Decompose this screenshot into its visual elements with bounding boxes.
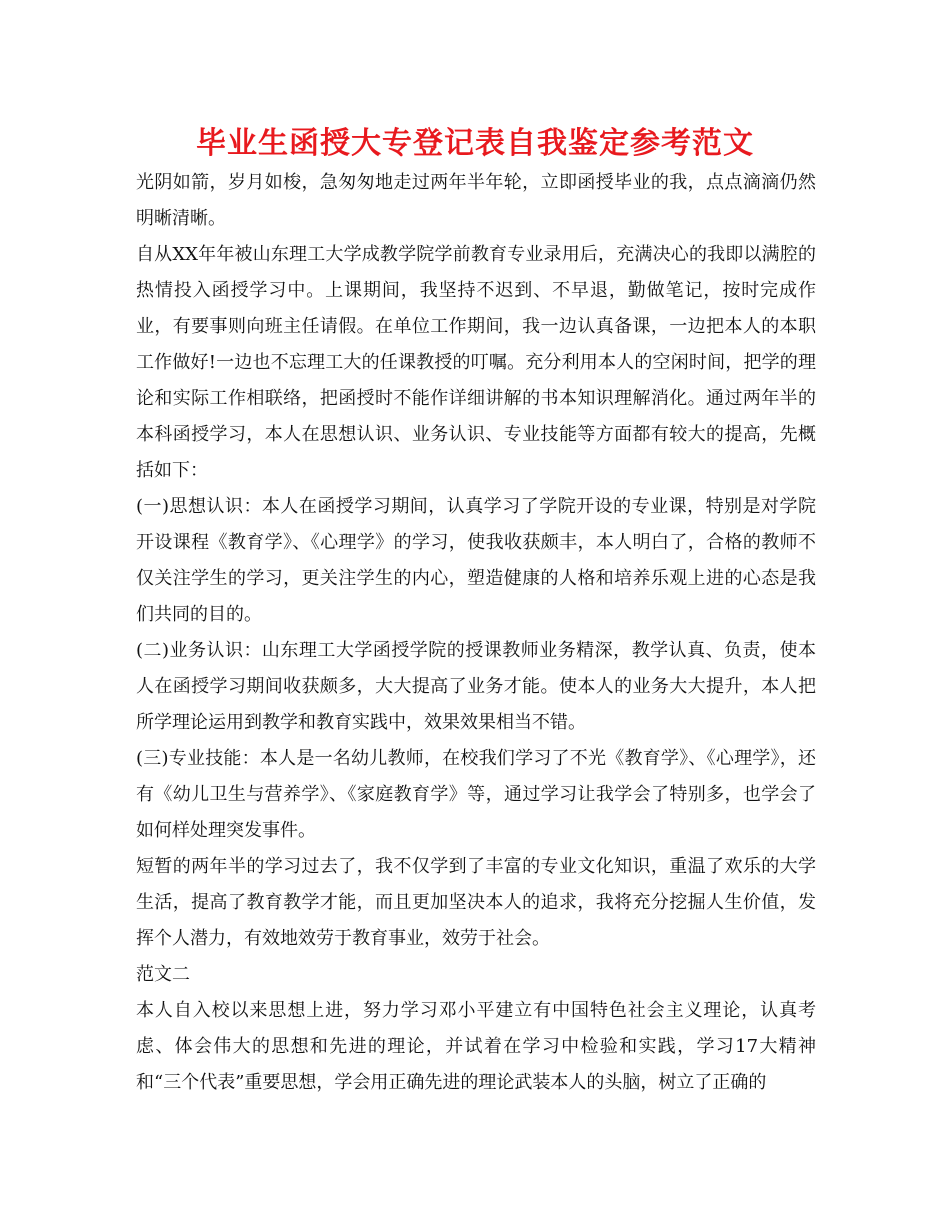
paragraph-professional: (二)业务认识：山东理工大学函授学院的授课教师业务精深，教学认真、负责，使本人在函授学习期间收获颇多，大大提高了业务才能。使本人的业务大大提升，本人把所学理论运用到教学和教育实践中，效果效果相当不错。 — [136, 640, 816, 733]
paragraph-ideological: (一)思想认识：本人在函授学习期间，认真学习了学院开设的专业课，特别是对学院开设课程《教育学》、《心理学》的学习，使我收获颇丰，本人明白了，合格的教师不仅关注学生的学习，更关注学生的内心，塑造健康的人格和培养乐观上进的心态是我们共同的目的。 — [136, 496, 816, 625]
section-heading-sample-two: 范文二 — [136, 964, 190, 985]
document-body — [136, 165, 816, 1101]
paragraph-conclusion: 短暂的两年半的学习过去了，我不仅学到了丰富的专业文化知识，重温了欢乐的大学生活，提高了教育教学才能，而且更加坚决本人的追求，我将充分挖掘人生价值，发挥个人潜力，有效地效劳于教育事业，效劳于社会。 — [136, 856, 816, 949]
paragraph-skills: (三)专业技能：本人是一名幼儿教师，在校我们学习了不光《教育学》、《心理学》，还有《幼儿卫生与营养学》、《家庭教育学》等，通过学习让我学会了特别多，也学会了如何样处理突发事件。 — [136, 748, 816, 841]
document-title: 毕业生函授大专登记表自我鉴定参考范文 — [196, 126, 754, 161]
paragraph-study-overview: 自从XX年年被山东理工大学成教学院学前教育专业录用后，充满决心的我即以满腔的热情投入函授学习中。上课期间，我坚持不迟到、不早退，勤做笔记，按时完成作业，有要事则向班主任请假。在单位工作期间，我一边认真备课，一边把本人的本职工作做好!一边也不忘理工大的任课教授的叮嘱。充分利用本人的空闲时间，把学的理论和实际工作相联络，把函授时不能作详细讲解的书本知识理解消化。通过两年半的本科函授学习，本人在思想认识、业务认识、专业技能等方面都有较大的提高，先概括如下： — [136, 244, 817, 481]
paragraph-intro: 光阴如箭，岁月如梭，急匆匆地走过两年半年轮，立即函授毕业的我，点点滴滴仍然明晰清晰。 — [136, 172, 816, 229]
paragraph-sample-two: 本人自入校以来思想上进，努力学习邓小平建立有中国特色社会主义理论，认真考虑、体会伟大的思想和先进的理论，并试着在学习中检验和实践，学习17大精神和“三个代表”重要思想，学会用正确先进的理论武装本人的头脑，树立了正确的 — [136, 1000, 816, 1093]
